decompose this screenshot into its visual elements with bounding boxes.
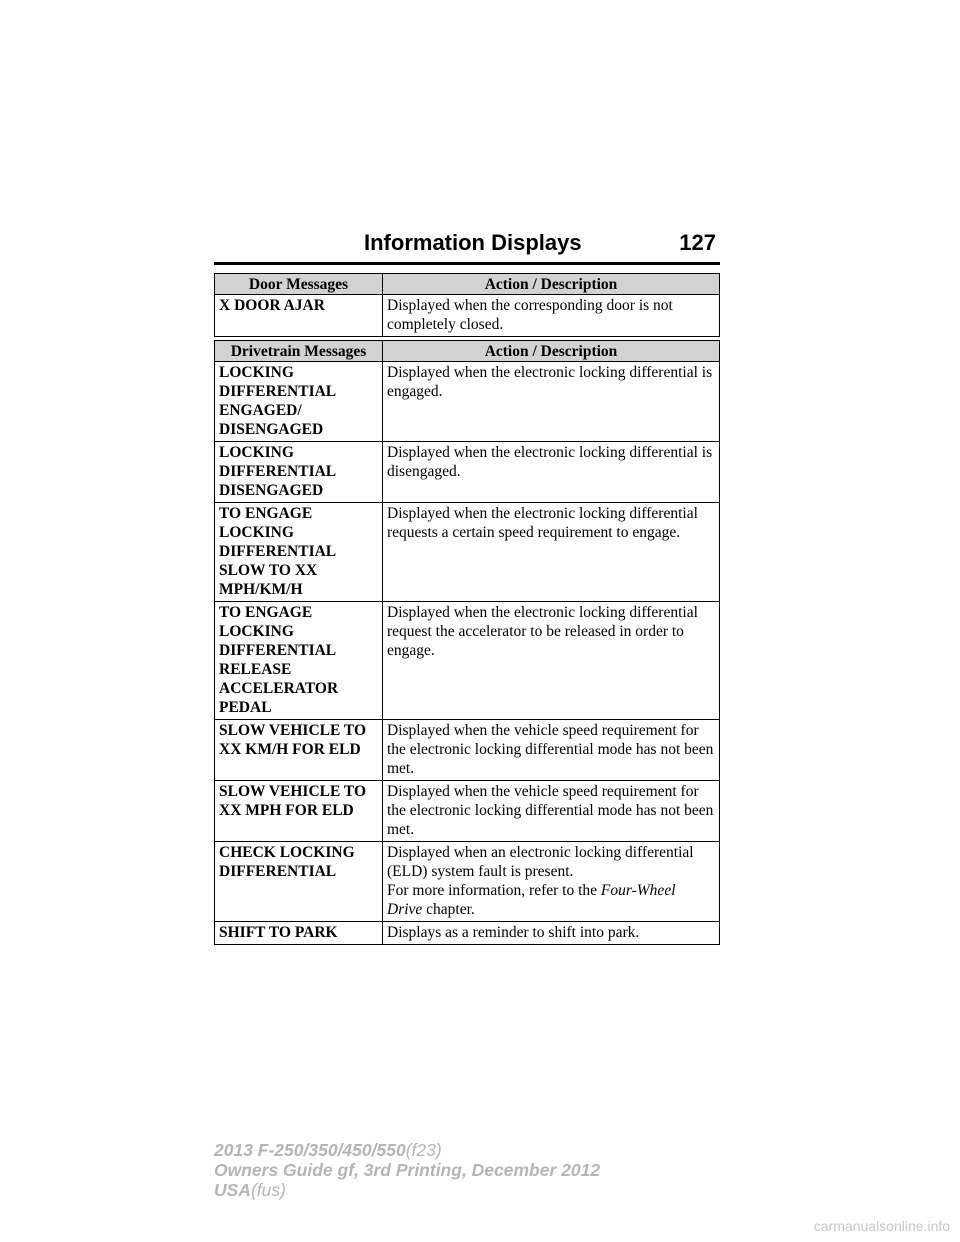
message-cell: SLOW VEHICLE TO XX KM/H FOR ELD [215,720,383,781]
column-header-messages: Drivetrain Messages [215,341,383,362]
message-cell: SHIFT TO PARK [215,922,383,945]
message-cell: LOCKING DIFFERENTIAL ENGAGED/ DISENGAGED [215,362,383,442]
table-header-row [215,274,720,295]
table-row [215,362,720,442]
description-cell: Displayed when the vehicle speed requirement for the electronic locking differential mode has not been met. [383,781,720,842]
message-cell: TO ENGAGE LOCKING DIFFERENTIAL RELEASE ACCELERATOR PEDAL [215,602,383,720]
description-cell: Displayed when the vehicle speed requirement for the electronic locking differential mode has not been met. [383,720,720,781]
description-cell: Displayed when the corresponding door is not completely closed. [383,295,720,337]
description-reference: For more information, refer to the Four-Wheel Drive chapter. [387,882,676,918]
description-cell: Displayed when the electronic locking differential requests a certain speed requirement to engage. [383,503,720,602]
column-header-messages: Door Messages [215,274,383,295]
page-number: 127 [679,230,716,255]
table-row [215,295,720,337]
table-row [215,781,720,842]
table-row [215,442,720,503]
watermark: carmanualsonline.info [813,1218,950,1234]
description-cell: Displays as a reminder to shift into park. [383,922,720,945]
footer-line-model: 2013 F-250/350/450/550(f23) [214,1140,442,1160]
message-cell: X DOOR AJAR [215,295,383,337]
description-cell [383,842,720,922]
footer-line-region: USA(fus) [214,1180,286,1200]
table-row [215,602,720,720]
column-header-description: Action / Description [383,274,720,295]
section-title: Information Displays [364,230,582,255]
header-rule [214,262,720,265]
message-cell: TO ENGAGE LOCKING DIFFERENTIAL SLOW TO XX MPH/KM/H [215,503,383,602]
page-footer [214,1140,600,1200]
message-cell: CHECK LOCKING DIFFERENTIAL [215,842,383,922]
page-header [214,228,720,262]
description-cell: Displayed when the electronic locking differential is engaged. [383,362,720,442]
table-row [215,842,720,922]
description-cell: Displayed when the electronic locking differential request the accelerator to be released in order to engage. [383,602,720,720]
message-cell: SLOW VEHICLE TO XX MPH FOR ELD [215,781,383,842]
description-text: Displayed when an electronic locking differential (ELD) system fault is present. [387,844,694,880]
drivetrain-messages-table [214,340,720,945]
footer-line-edition: Owners Guide gf, 3rd Printing, December 2012 [214,1160,601,1180]
chapter-reference: Four-Wheel Drive [387,882,676,918]
description-cell: Displayed when the electronic locking differential is disengaged. [383,442,720,503]
table-row [215,720,720,781]
door-messages-table [214,273,720,337]
message-cell: LOCKING DIFFERENTIAL DISENGAGED [215,442,383,503]
table-row [215,503,720,602]
column-header-description: Action / Description [383,341,720,362]
table-header-row [215,341,720,362]
table-row [215,922,720,945]
